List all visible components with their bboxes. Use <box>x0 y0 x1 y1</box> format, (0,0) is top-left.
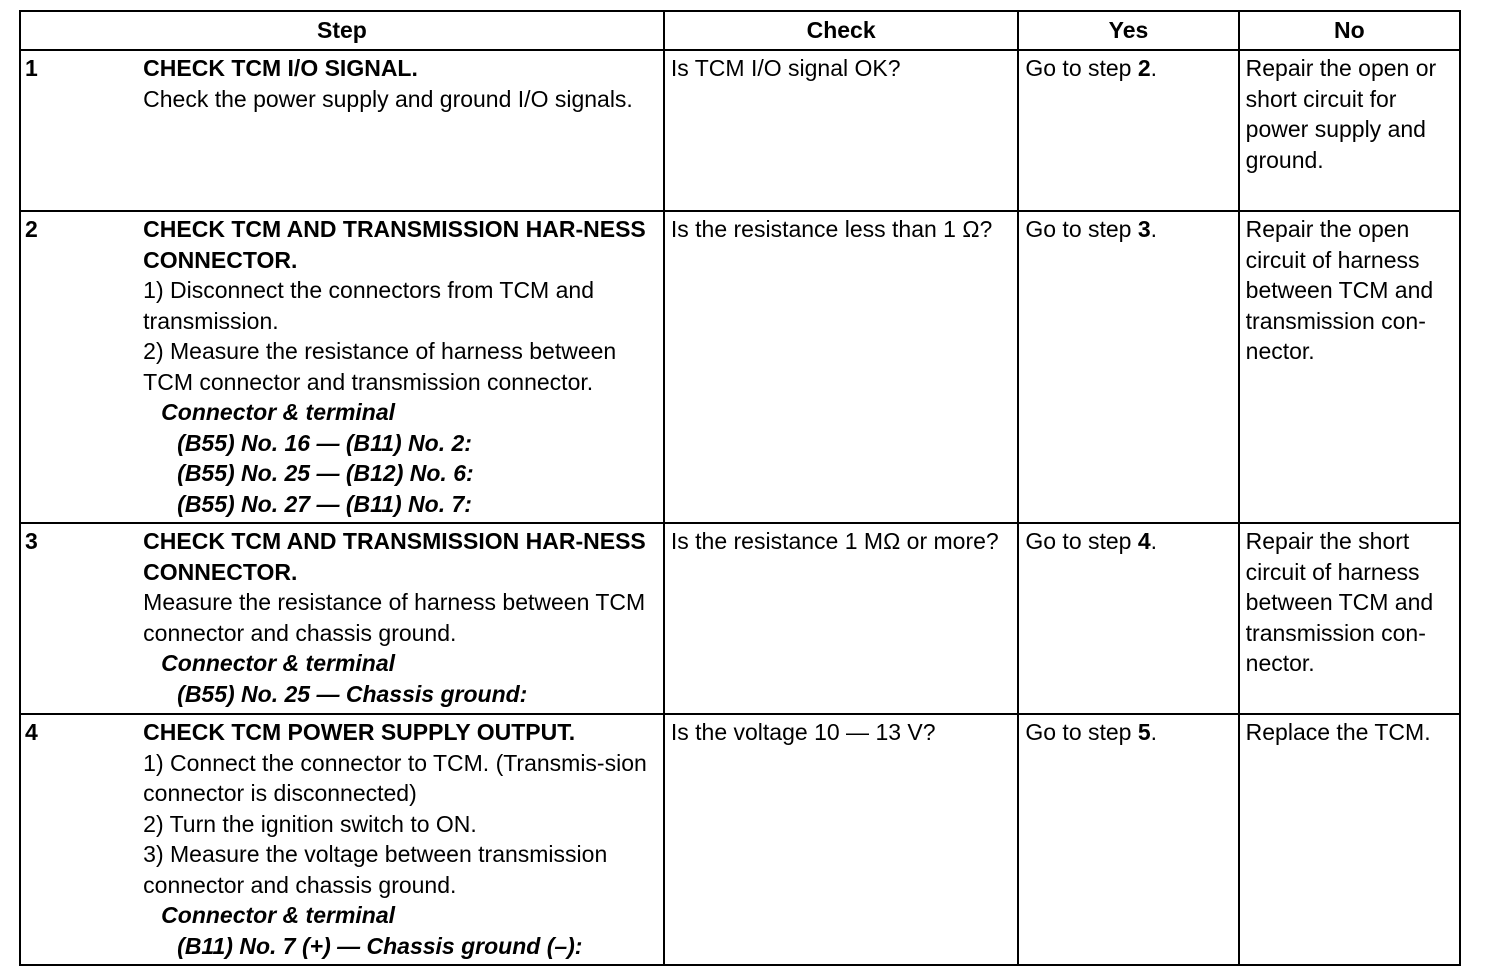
step-instruction: 1) Disconnect the connectors from TCM and transmission. <box>143 277 594 334</box>
yes-action <box>1018 523 1238 714</box>
yes-step-number: 3 <box>1137 216 1151 242</box>
no-action: Replace the TCM. <box>1239 714 1460 965</box>
yes-prefix: Go to step <box>1025 55 1138 81</box>
no-action: Repair the short circuit of harness between TCM and transmission con-nector. <box>1239 523 1460 714</box>
step-instruction: 1) Connect the connector to TCM. (Transmis-sion connector is disconnected) <box>143 749 647 806</box>
table-row <box>20 50 1460 211</box>
step-title: CHECK TCM AND TRANSMISSION HAR-NESS CONNECTOR. <box>143 528 646 585</box>
header-check: Check <box>664 11 1018 50</box>
yes-action <box>1018 714 1238 965</box>
yes-prefix: Go to step <box>1025 719 1138 745</box>
yes-suffix: . <box>1150 216 1158 242</box>
yes-suffix: . <box>1150 528 1158 554</box>
yes-step-number: 4 <box>1137 528 1151 554</box>
step-description <box>139 211 664 523</box>
check-question: Is the voltage 10 — 13 V? <box>664 714 1018 965</box>
connector-heading: Connector & terminal <box>161 399 396 425</box>
check-question: Is the resistance less than 1 Ω? <box>664 211 1018 523</box>
header-yes: Yes <box>1018 11 1238 50</box>
step-number: 4 <box>20 714 139 965</box>
step-instruction: Check the power supply and ground I/O signals. <box>143 85 633 112</box>
step-instruction: 2) Turn the ignition switch to ON. <box>143 810 477 837</box>
connector-heading: Connector & terminal <box>161 902 396 928</box>
yes-step-number: 2 <box>1137 55 1151 81</box>
step-number: 2 <box>20 211 139 523</box>
step-title: CHECK TCM POWER SUPPLY OUTPUT. <box>143 719 576 745</box>
table-row <box>20 523 1460 714</box>
step-title: CHECK TCM I/O SIGNAL. <box>143 55 418 81</box>
table-row <box>20 211 1460 523</box>
check-question: Is the resistance 1 MΩ or more? <box>664 523 1018 714</box>
step-number: 3 <box>20 523 139 714</box>
step-description <box>139 50 664 211</box>
step-description <box>139 523 664 714</box>
connector-item: (B55) No. 16 — (B11) No. 2: <box>177 429 472 456</box>
step-description <box>139 714 664 965</box>
yes-prefix: Go to step <box>1025 528 1138 554</box>
step-number: 1 <box>20 50 139 211</box>
connector-heading: Connector & terminal <box>161 650 396 676</box>
step-title: CHECK TCM AND TRANSMISSION HAR-NESS CONNECTOR. <box>143 216 646 273</box>
yes-suffix: . <box>1150 719 1158 745</box>
header-row <box>20 11 1460 50</box>
connector-item: (B11) No. 7 (+) — Chassis ground (–): <box>177 932 583 959</box>
check-question: Is TCM I/O signal OK? <box>664 50 1018 211</box>
yes-suffix: . <box>1150 55 1158 81</box>
step-instruction: 2) Measure the resistance of harness between TCM connector and transmission connector. <box>143 338 617 395</box>
step-instruction: 3) Measure the voltage between transmission connector and chassis ground. <box>143 841 608 898</box>
connector-item: (B55) No. 25 — (B12) No. 6: <box>177 460 474 486</box>
yes-prefix: Go to step <box>1025 216 1138 242</box>
no-action: Repair the open or short circuit for power supply and ground. <box>1239 50 1460 211</box>
yes-action <box>1018 50 1238 211</box>
header-step: Step <box>20 11 664 50</box>
step-instruction: Measure the resistance of harness between TCM connector and chassis ground. <box>143 589 646 646</box>
no-action: Repair the open circuit of harness between TCM and transmission con-nector. <box>1239 211 1460 523</box>
yes-step-number: 5 <box>1137 719 1151 745</box>
yes-action <box>1018 211 1238 523</box>
connector-item: (B55) No. 25 — Chassis ground: <box>177 680 528 707</box>
connector-item: (B55) No. 27 — (B11) No. 7: <box>177 490 472 517</box>
header-no: No <box>1239 11 1460 50</box>
table-row <box>20 714 1460 965</box>
diagnostic-table <box>19 10 1461 966</box>
